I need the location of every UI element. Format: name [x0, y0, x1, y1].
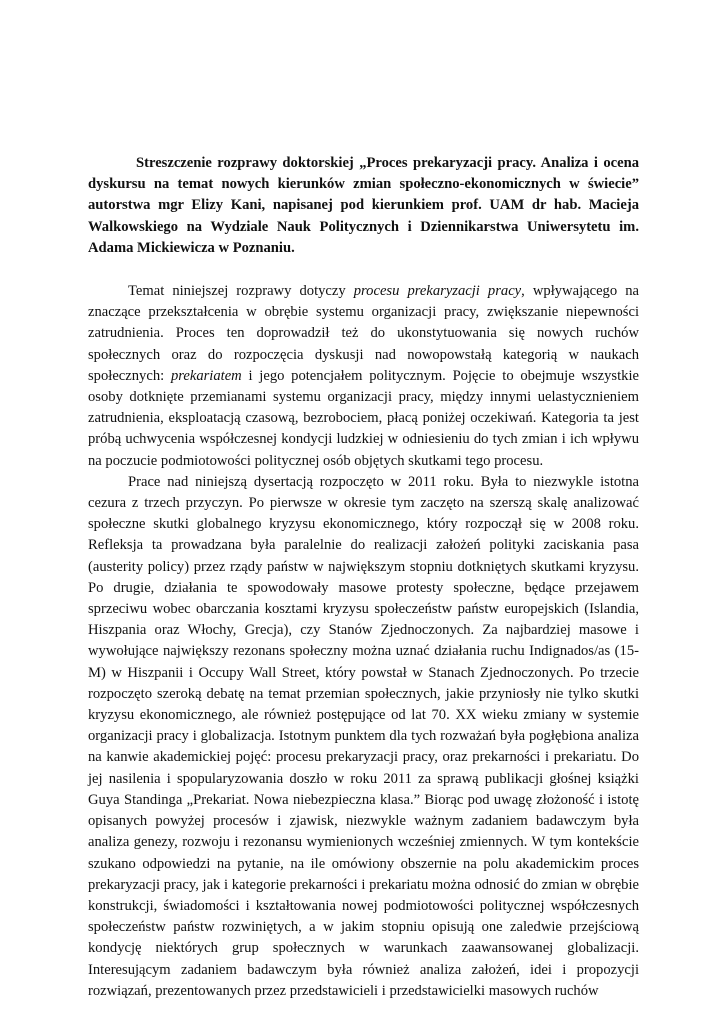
paragraph-1-text-a: Temat niniejszej rozprawy dotyczy: [128, 283, 354, 300]
document-title: Streszczenie rozprawy doktorskiej „Proces prekaryzacji pracy. Analiza i ocena dyskursu na temat nowych kierunków zmian społeczno-ekonomicznych w świecie” autorstwa mgr Elizy Kani, napisanej pod kierunkiem prof. UAM dr hab. Macieja Walkowskiego na Wydziale Nauk Politycznych i Dziennikarstwa Uniwersytetu im. Adama Mickiewicza w Poznaniu.: [88, 155, 639, 256]
paragraph-1-text-c: , wpływającego na znaczące przekształcenia w obrębie systemu organizacji pracy, zwiększanie niepewności zatrudnienia. Proces ten doprowadził też do ukonstytuowania się nowych ruchów społecznych oraz do rozpoczęcia dyskusji nad nowopowstałą kategorią w naukach społecznych:: [88, 283, 639, 384]
paragraph-1-emphasis-precariat: prekariatem: [170, 367, 242, 384]
paragraph-1-emphasis-process: procesu prekaryzacji pracy: [353, 283, 522, 300]
paragraph-2: Prace nad niniejszą dysertacją rozpoczęto w 2011 roku. Była to niezwykle istotna cezura z trzech przyczyn. Po pierwsze w okresie tym zaczęto na szerszą skalę analizować społeczne skutki globalnego kryzysu ekonomicznego, który rozpoczął się w 2008 roku. Refleksja ta prowadzana była paralelnie do realizacji założeń polityki zaciskania pasa (austerity policy) przez rządy państw w największym stopniu dotkniętych skutkami kryzysu. Po drugie, działania te spowodowały masowe protesty społeczne, będące przejawem sprzeciwu wobec obarczania kosztami kryzysu społeczeństw państw europejskich (Islandia, Hiszpania oraz Włochy, Grecja), czy Stanów Zjednoczonych. Za najbardziej masowe i wywołujące największy rezonans społeczny można uznać działania ruchu Indignados/as (15-M) w Hiszpanii i Occupy Wall Street, który powstał w Stanach Zjednoczonych. Po trzecie rozpoczęto szeroką debatę na temat przemian społecznych, jakie przyniosły nie tylko skutki kryzysu ekonomicznego, ale również postępujące od lat 70. XX wieku zmiany w systemie organizacji pracy i globalizacja. Istotnym punktem dla tych rozważań była pogłębiona analiza na kanwie akademickiej pojęć: procesu prekaryzacji pracy, oraz prekarności i prekariatu. Do jej nasilenia i spopularyzowania doszło w roku 2011 za sprawą publikacji głośnej książki Guya Standinga „Prekariat. Nowa niebezpieczna klasa.” Biorąc pod uwagę złożoność i istotę opisanych powyżej procesów i zjawisk, niezwykle ważnym zadaniem badawczym była analiza genezy, rozwoju i rezonansu wymienionych wcześniej zmiennych. W tym kontekście szukano odpowiedzi na pytanie, na ile omówiony obszernie na polu akademickim proces prekaryzacji pracy, jak i kategorie prekarności i prekariatu można odnosić do zmian w obrębie konstrukcji, świadomości i kształtowania nowej podmiotowości politycznej współczesnych społeczeństw państw rozwiniętych, a w jakim stopniu opisują one zaledwie przejściową kondycję niektórych grup społecznych w warunkach zaawansowanej globalizacji. Interesującym zadaniem badawczym była również analiza założeń, idei i propozycji rozwiązań, prezentowanych przez przedstawicieli i przedstawicielki masowych ruchów: [88, 473, 639, 999]
document-page: [88, 153, 639, 1002]
paragraph-1: [88, 281, 639, 472]
paragraph-1-text-e: i jego potencjałem politycznym. Pojęcie to obejmuje wszystkie osoby dotknięte przemianami systemu organizacji pracy, między innymi uelastycznieniem zatrudnienia, eksploatacją czasową, bezrobociem, płacą poniżej oczekiwań. Kategoria ta jest próbą uchwycenia współczesnej kondycji ludzkiej w odniesieniu do tych zmian i ich wpływu na poczucie podmiotowości politycznej osób objętych skutkami tego procesu.: [88, 367, 639, 469]
